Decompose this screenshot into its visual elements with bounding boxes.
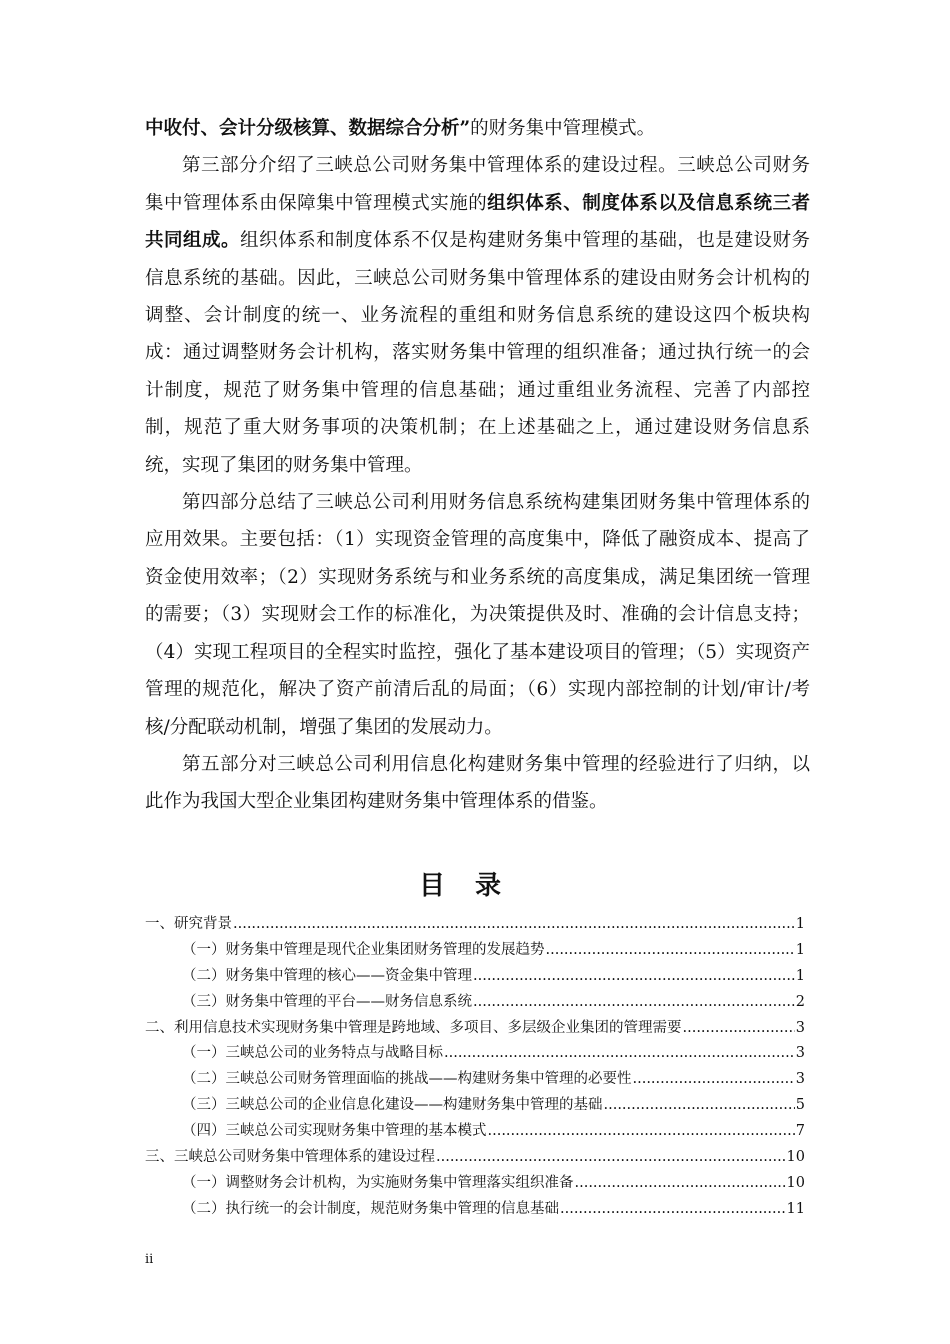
toc-page-number: 3	[795, 1045, 805, 1062]
paragraph-2	[145, 147, 810, 484]
toc-leader	[233, 912, 795, 938]
body-text	[145, 110, 810, 821]
toc-leader	[473, 990, 795, 1016]
toc-leader	[444, 1041, 795, 1067]
toc-entry-text: （三）三峡总公司的企业信息化建设——构建财务集中管理的基础	[182, 1097, 603, 1114]
toc-entry[interactable]	[145, 1067, 805, 1093]
toc-entry[interactable]	[145, 1093, 805, 1119]
paragraph-3: 第四部分总结了三峡总公司利用财务信息系统构建集团财务集中管理体系的应用效果。主要包括：（1）实现资金管理的高度集中，降低了融资成本、提高了资金使用效率；（2）实现财务系统与和业务系统的高度集成，满足集团统一管理的需要；（3）实现财会工作的标准化，为决策提供及时、准确的会计信息支持；（4）实现工程项目的全程实时监控，强化了基本建设项目的管理；（5）实现资产管理的规范化，解决了资产前清后乱的局面；（6）实现内部控制的计划/审计/考核/分配联动机制，增强了集团的发展动力。	[145, 492, 810, 738]
toc-entry[interactable]	[145, 1145, 805, 1171]
paragraph-2-a: 第三部分介绍了三峡总公司财务集中管理体系的建设过程。三峡总公司财务集中管理体系由保障集中管理模式实施的	[145, 155, 810, 214]
toc-entry-text: （二）财务集中管理的核心——资金集中管理	[182, 967, 472, 984]
toc-leader	[575, 1171, 786, 1197]
toc-entry-text: （二）三峡总公司财务管理面临的挑战——构建财务集中管理的必要性	[182, 1071, 632, 1088]
toc-entry[interactable]	[145, 990, 805, 1016]
toc-page-number: 3	[795, 1019, 805, 1036]
toc-leader	[604, 1093, 795, 1119]
table-of-contents	[145, 912, 805, 1223]
toc-entry-text: （三）财务集中管理的平台——财务信息系统	[182, 993, 472, 1010]
toc-entry-text: （一）三峡总公司的业务特点与战略目标	[182, 1045, 443, 1062]
paragraph-2-b: 组织体系和制度体系不仅是构建财务集中管理的基础，也是建设财务信息系统的基础。因此，三峡总公司财务集中管理体系的建设由财务会计机构的调整、会计制度的统一、业务流程的重组和财务信息系统的建设这四个板块构成：通过调整财务会计机构，落实财务集中管理的组织准备；通过执行统一的会计制度，规范了财务集中管理的信息基础；通过重组业务流程、完善了内部控制，规范了重大财务事项的决策机制；在上述基础之上，通过建设财务信息系统，实现了集团的财务集中管理。	[145, 230, 810, 476]
footer-page-number: ii	[145, 1252, 154, 1267]
toc-page-number: 7	[795, 1123, 805, 1140]
toc-leader	[436, 1145, 786, 1171]
toc-entry-text: （一）财务集中管理是现代企业集团财务管理的发展趋势	[182, 941, 545, 958]
toc-leader	[683, 1016, 795, 1042]
toc-page-number: 2	[795, 993, 805, 1010]
toc-entry[interactable]	[145, 964, 805, 990]
toc-entry-text: （二）执行统一的会计制度，规范财务集中管理的信息基础	[182, 1200, 559, 1217]
toc-entry[interactable]	[145, 1171, 805, 1197]
paragraph-1-rest: 的财务集中管理模式。	[470, 118, 656, 139]
toc-leader	[488, 1119, 795, 1145]
toc-leader	[560, 1197, 786, 1223]
toc-leader	[546, 938, 795, 964]
toc-page-number: 5	[795, 1097, 805, 1114]
toc-page-number: 11	[786, 1200, 805, 1217]
toc-page-number: 3	[795, 1071, 805, 1088]
toc-page-number: 1	[795, 941, 805, 958]
toc-entry[interactable]	[145, 1197, 805, 1223]
toc-entry-text: 三、三峡总公司财务集中管理体系的建设过程	[145, 1149, 435, 1166]
toc-entry-text: 一、研究背景	[145, 916, 232, 932]
toc-page-number: 1	[795, 916, 805, 932]
toc-page-number: 1	[795, 967, 805, 984]
toc-entry[interactable]	[145, 938, 805, 964]
toc-entry[interactable]	[145, 1119, 805, 1145]
toc-title: 目录	[418, 871, 531, 901]
paragraph-2-bold: 组织体系、制度体系以及信息系统三者共同组成。	[145, 192, 810, 252]
toc-entry-text: （四）三峡总公司实现财务集中管理的基本模式	[182, 1123, 487, 1140]
toc-entry-text: 二、利用信息技术实现财务集中管理是跨地域、多项目、多层级企业集团的管理需要	[145, 1019, 682, 1036]
paragraph-1-bold: 中收付、会计分级核算、数据综合分析”	[145, 118, 471, 139]
toc-leader	[473, 964, 795, 990]
paragraph-4: 第五部分对三峡总公司利用信息化构建财务集中管理的经验进行了归纳，以此作为我国大型企业集团构建财务集中管理体系的借鉴。	[145, 753, 810, 813]
paragraph-1	[145, 110, 810, 147]
toc-leader	[633, 1067, 795, 1093]
toc-entry[interactable]	[145, 1041, 805, 1067]
toc-entry[interactable]	[145, 912, 805, 938]
toc-page-number: 10	[786, 1149, 805, 1166]
toc-entry-text: （一）调整财务会计机构，为实施财务集中管理落实组织准备	[182, 1174, 574, 1191]
toc-entry[interactable]	[145, 1016, 805, 1042]
toc-page-number: 10	[786, 1174, 805, 1191]
